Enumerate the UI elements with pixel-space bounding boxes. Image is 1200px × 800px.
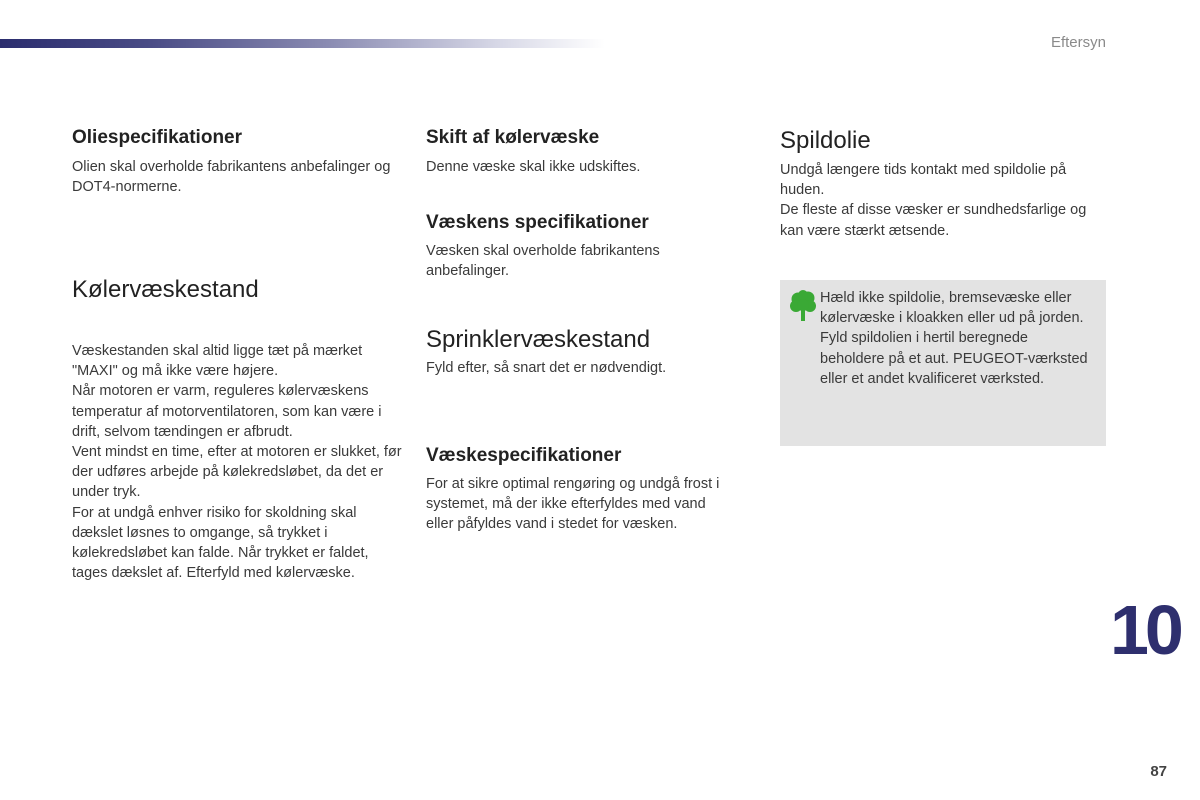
environment-note-paragraph: Hæld ikke spildolie, bremsevæske eller kølervæske i kloakken eller ud på jorden. xyxy=(820,290,1084,327)
oil-spec-text: Olien skal overholde fabrikantens anbefalinger og DOT4-normerne. xyxy=(72,159,391,196)
page-number: 87 xyxy=(1150,763,1167,780)
coolant-level-paragraph: Vent mindst en time, efter at motoren er slukket, før der udføres arbejde på kølekredsløbet, da det er under tryk. xyxy=(72,444,402,501)
coolant-level-paragraph: Væskestanden skal altid ligge tæt på mærket "MAXI" og må ikke være højere. xyxy=(72,343,363,380)
washer-spec-heading: Væskespecifikationer xyxy=(426,445,622,466)
tree-icon xyxy=(789,290,817,322)
environment-note-box xyxy=(780,280,1106,446)
waste-oil-paragraph: Undgå længere tids kontakt med spildolie på huden. xyxy=(780,162,1067,199)
oil-spec-heading: Oliespecifikationer xyxy=(72,127,243,148)
waste-oil-paragraph: De fleste af disse væsker er sundhedsfarlige og kan være stærkt ætsende. xyxy=(780,202,1087,239)
coolant-level-paragraph: Når motoren er varm, reguleres kølervæskens temperatur af motorventilatoren, som kan være i drift, selvom tændingen er afbrudt. xyxy=(72,383,382,440)
coolant-change-text: Denne væske skal ikke udskiftes. xyxy=(426,159,641,175)
header-gradient-bar xyxy=(0,39,605,48)
environment-note-text xyxy=(820,288,1092,389)
environment-note-paragraph: Fyld spildolien i hertil beregnede beholdere på et aut. PEUGEOT-værksted eller et andet kvalificeret værksted. xyxy=(820,330,1088,387)
coolant-level-heading: Kølervæskestand xyxy=(72,276,259,303)
coolant-level-paragraph: For at undgå enhver risiko for skoldning skal dækslet løsnes to omgange, så trykket i kølekredsløbet kan falde. Når trykket er faldet, tages dækslet af. Efterfyld med kølervæske. xyxy=(72,504,369,582)
waste-oil-heading: Spildolie xyxy=(780,127,871,154)
chapter-number: 10 xyxy=(1110,591,1180,669)
washer-level-heading: Sprinklervæskestand xyxy=(426,326,651,353)
coolant-change-heading: Skift af kølervæske xyxy=(426,127,600,148)
fluid-spec-heading: Væskens specifikationer xyxy=(426,212,649,233)
washer-level-text: Fyld efter, så snart det er nødvendigt. xyxy=(426,360,667,376)
coolant-level-body xyxy=(72,341,402,583)
fluid-spec-text: Væsken skal overholde fabrikantens anbefalinger. xyxy=(426,243,660,280)
section-title: Eftersyn xyxy=(1050,34,1106,51)
waste-oil-body xyxy=(780,160,1110,241)
washer-spec-text: For at sikre optimal rengøring og undgå frost i systemet, må der ikke efterfyldes med vand eller påfyldes vand i stedet for væsken. xyxy=(426,476,720,533)
